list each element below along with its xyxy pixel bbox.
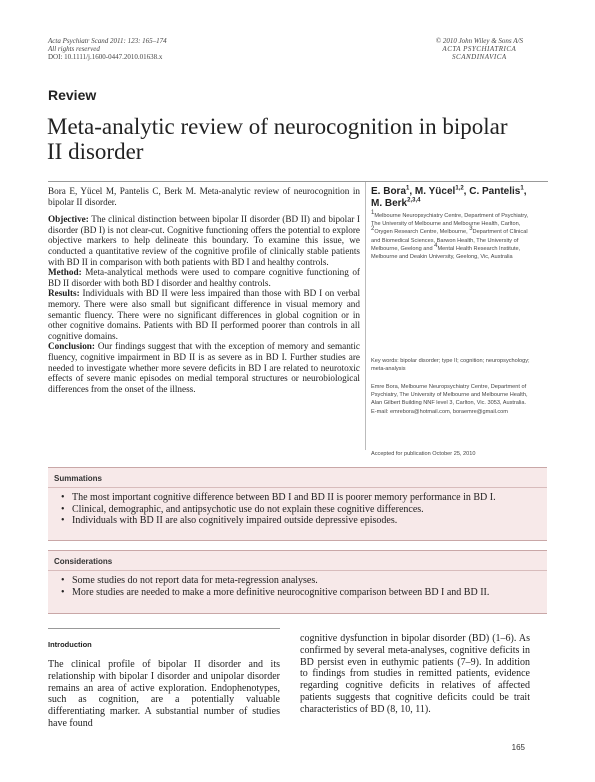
journal-name-line-1: ACTA PSYCHIATRICA (442, 45, 517, 53)
body-text-column-2: cognitive dysfunction in bipolar disorder (BD) (1–6). As confirmed by several meta-analyses, cognitive deficits in BD persist even in euthymic patients (7–9). In addition to findings from studies in remitted patients, evidence regarding cognitive deficits in relatives of affected patients suggests that cognitive deficits could be trait characteristics of BD (8, 10, 11). (300, 633, 530, 715)
method-text: Meta-analytical methods were used to compare cognitive functioning of BD II disorder with both BD I disorder and healthy controls. (48, 267, 360, 288)
author-affiliation-mark: 1 (520, 185, 524, 192)
affiliation-mark: 1 (371, 210, 375, 217)
introduction-heading: Introduction (48, 640, 92, 649)
results-text: Individuals with BD II were less impaired than those with BD I on verbal memory. There were also small but significant difference in visual memory and semantic fluency. There were no significant differences in global cognition or in other cognitive domains. Patients with BD II performed poorer than controls in all cognitive domains. (48, 288, 360, 341)
summations-box (48, 467, 547, 541)
summations-heading: Summations (48, 468, 547, 488)
introduction-rule (48, 628, 280, 629)
journal-reference: Acta Psychiatr Scand 2011: 123: 165–174 (48, 37, 167, 45)
considerations-box (48, 550, 547, 614)
copyright: © 2010 John Wiley & Sons A/S (435, 37, 523, 45)
affiliation-text: Mental Health Research Institute, Melbourne and Deakin University, Geelong, Vic, Australia (371, 245, 521, 261)
objective-text: The clinical distinction between bipolar II disorder (BD II) and bipolar I disorder (BD I) is not clear-cut. Cognitive functioning offers the potential to explore objective markers to help delineate this boundary. To examine this issue, we conducted a quantitative review of the cognitive profile of clinically stable patients with BD II in comparison with both patients with BD I and healthy controls. (48, 214, 360, 267)
rights-notice: All rights reserved (48, 45, 100, 53)
key-words: Key words: bipolar disorder; type II; cognition; neuropsychology; meta-analysis (371, 358, 530, 373)
doi[interactable]: DOI: 10.1111/j.1600-0447.2010.01638.x (48, 53, 163, 61)
title-divider (48, 181, 548, 182)
abstract-conclusion (48, 341, 360, 394)
affiliation-text: Orygen Research Centre, Melbourne, (374, 229, 468, 236)
author-name: M. Berk (371, 198, 408, 209)
body-text-column-1: The clinical profile of bipolar II disorder and its relationship with bipolar I disorder and unipolar disorder remains an area of active exploration. Endophenotypes, such as cognition, are a potentially valuable differentiating marker. A substantial number of studies have found (48, 659, 280, 729)
page-number: 165 (511, 743, 525, 752)
correspondence-email[interactable]: E-mail: emrebora@hotmail.com, boraemre@gmail.com (371, 408, 508, 415)
running-header-right (436, 37, 523, 61)
acceptance-date: Accepted for publication October 25, 2010 (371, 451, 476, 457)
conclusion-text: Our findings suggest that with the exception of memory and semantic fluency, cognitive impairment in BD II is as severe as in BD I. Further studies are needed to investigate whether more severe deficits in BD I are related to neurotoxic effects of severe manic episodes on medial temporal structures or neurobiological differences from the onset of the illness. (48, 341, 360, 394)
list-item: • The most important cognitive difference between BD I and BD II is poorer memory performance in BD I. (72, 492, 547, 504)
affiliations (371, 212, 533, 261)
conclusion-label: Conclusion: (48, 341, 95, 352)
abstract-method (48, 267, 360, 288)
abstract-column-divider (365, 182, 366, 450)
affiliation-mark: 3 (469, 226, 473, 233)
article-type-label: Review (48, 87, 97, 103)
list-item: • Individuals with BD II are also cognitively impaired outside depressive episodes. (72, 515, 547, 527)
journal-name-line-2: SCANDINAVICA (452, 53, 507, 61)
correspondence (371, 383, 533, 416)
affiliation-mark: 2 (371, 226, 375, 233)
affiliation-text: Department of Clinical and Biomedical Sciences, Barwon Health, The University of Melbourne, Geelong and (371, 229, 528, 252)
list-item: • More studies are needed to make a more definitive neurocognitive comparison between BD I and BD II. (72, 587, 547, 599)
summations-list (48, 492, 547, 527)
method-label: Method: (48, 267, 82, 278)
affiliation-text: Melbourne Neuropsychiatry Centre, Department of Psychiatry, The University of Melbourne and Melbourne Health, Carlton, (371, 213, 529, 228)
considerations-heading: Considerations (48, 551, 547, 571)
abstract-objective (48, 214, 360, 267)
author-affiliation-mark: 2,3,4 (407, 197, 421, 204)
author-name: E. Bora (371, 186, 407, 197)
list-item: • Clinical, demographic, and antipsychotic use do not explain these cognitive differences. (72, 504, 547, 516)
results-label: Results: (48, 288, 80, 299)
abstract-citation: Bora E, Yücel M, Pantelis C, Berk M. Meta-analytic review of neurocognition in bipolar II disorder. (48, 186, 360, 207)
abstract (48, 186, 360, 394)
objective-label: Objective: (48, 214, 89, 225)
author-name: C. Pantelis (469, 186, 521, 197)
author-affiliation-mark: 1 (406, 185, 410, 192)
considerations-list (48, 575, 547, 598)
abstract-results (48, 288, 360, 341)
author-list: E. Bora$^1$, M. Yücel$^{1,2}$, C. Pantelis$^1$, M. Berk$^{2,3,4}$ (371, 185, 527, 209)
affiliation-mark: 4 (434, 242, 438, 249)
list-item: • Some studies do not report data for meta-regression analyses. (72, 575, 547, 587)
author-name: M. Yücel (414, 186, 456, 197)
article-title: Meta-analytic review of neurocognition in bipolar II disorder (47, 114, 508, 164)
running-header-left (48, 37, 167, 61)
author-affiliation-mark: 1,2 (455, 185, 464, 192)
correspondence-address: Emre Bora, Melbourne Neuropsychiatry Centre, Department of Psychiatry, The University of Melbourne and Melbourne Health, Alan Gilbert Building NNF level 3, Carlton, Vic. 3053, Australia. (371, 384, 528, 407)
